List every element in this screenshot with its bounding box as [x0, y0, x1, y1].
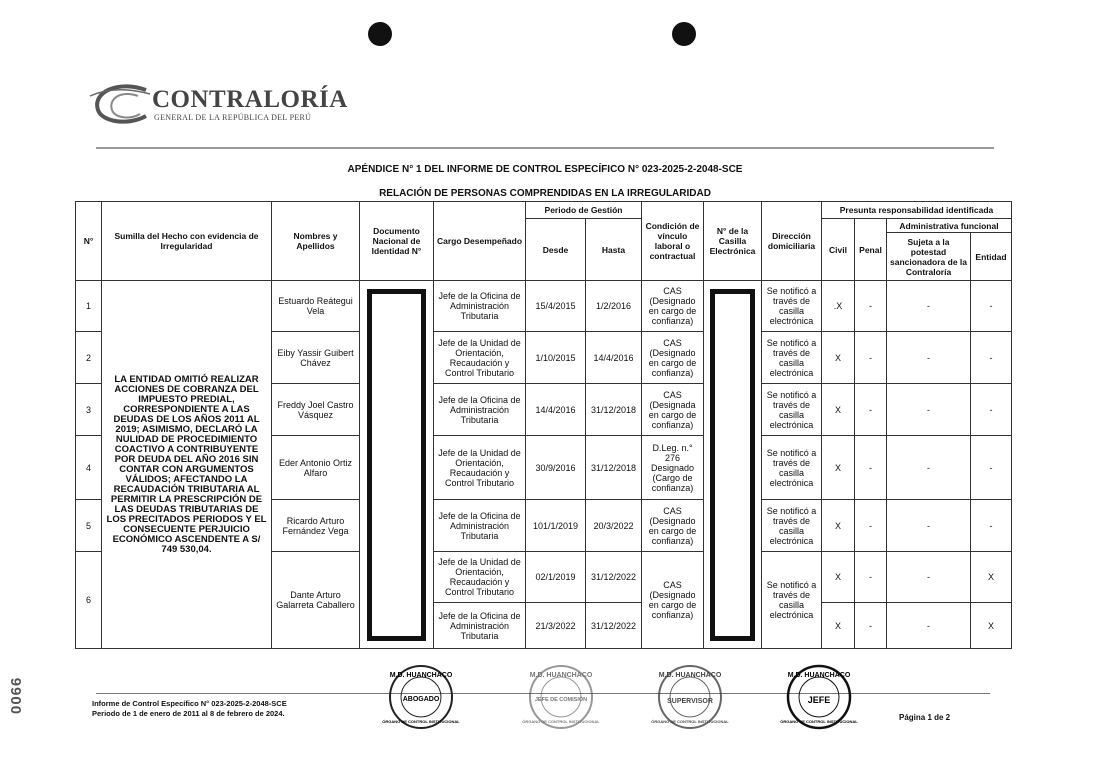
stamp-role: JEFE: [807, 695, 831, 705]
row-condicion: CAS (Designado en cargo de confianza): [642, 332, 704, 384]
row-civil: X: [822, 332, 855, 384]
persons-table: [75, 201, 1012, 649]
header-desde: Desde: [526, 219, 586, 281]
row-nombre: Freddy Joel Castro Vásquez: [272, 384, 360, 436]
row-civil: X: [822, 384, 855, 436]
stamp-role: ABOGADO: [402, 696, 440, 703]
row-nombre: Estuardo Reátegui Vela: [272, 281, 360, 332]
stamp-jefe-comision: [522, 663, 600, 731]
row-cargo: Jefe de la Unidad de Orientación, Recaudación y Control Tributario: [434, 332, 526, 384]
row-nombre: Eder Antonio Ortiz Alfaro: [272, 436, 360, 500]
row-civil: X: [822, 603, 855, 649]
header-civil: Civil: [822, 219, 855, 281]
stamp-role: SUPERVISOR: [667, 698, 713, 705]
row-sujeta: -: [887, 281, 971, 332]
logo-subtitle: GENERAL DE LA REPÚBLICA DEL PERÚ: [154, 113, 312, 122]
sumilla-text: LA ENTIDAD OMITIÓ REALIZAR ACCIONES DE COBRANZA DEL IMPUESTO PREDIAL, CORRESPONDIENTE A LAS DEUDAS DE LOS AÑOS 2011 AL 2019; ASIMISMO, DECLARÓ LA NULIDAD DE PROCEDIMIENTO COACTIVO A CONTRIBUYENTE POR DEUDA DEL AÑO 2016 SIN CONTAR CON ARGUMENTOS VÁLIDOS; AFECTANDO LA RECAUDACIÓN TRIBUTARIA AL PERMITIR LA PRESCRIPCIÓN DE LAS DEUDAS TRIBUTARIAS DE LOS PRECITADOS PERIODOS Y EL CONSECUENTE PERJUICIO ECONÓMICO ASCENDENTE A S/ 749 530,04.: [102, 281, 272, 649]
punch-hole-left: [368, 22, 392, 46]
header-num: N°: [76, 202, 102, 281]
row-penal: -: [855, 552, 887, 603]
row-direccion: Se notificó a través de casilla electrónica: [762, 332, 822, 384]
side-page-number: 0066: [8, 676, 25, 714]
row-cargo: Jefe de la Unidad de Orientación, Recaudación y Control Tributario: [434, 552, 526, 603]
header-condicion: Condición de vínculo laboral o contractual: [642, 202, 704, 281]
row-num: 6: [76, 552, 102, 649]
row-desde: 15/4/2015: [526, 281, 586, 332]
stamp-ring: ÓRGANO DE CONTROL INSTITUCIONAL: [651, 719, 729, 724]
document-subtitle: RELACIÓN DE PERSONAS COMPRENDIDAS EN LA IRREGULARIDAD: [379, 188, 711, 199]
dni-redacted: [360, 281, 434, 649]
header-casilla: N° de la Casilla Electrónica: [704, 202, 762, 281]
row-nombre: Eiby Yassir Guibert Chávez: [272, 332, 360, 384]
row-entidad: X: [971, 603, 1012, 649]
row-num: 5: [76, 500, 102, 552]
header-hasta: Hasta: [586, 219, 642, 281]
casilla-redacted: [704, 281, 762, 649]
row-condicion: CAS (Designado en cargo de confianza): [642, 500, 704, 552]
row-entidad: -: [971, 281, 1012, 332]
row-direccion: Se notificó a través de casilla electrónica: [762, 281, 822, 332]
row-num: 2: [76, 332, 102, 384]
row-hasta: 31/12/2022: [586, 603, 642, 649]
header-sumilla: Sumilla del Hecho con evidencia de Irregularidad: [102, 202, 272, 281]
header-cargo: Cargo Desempeñado: [434, 202, 526, 281]
row-penal: -: [855, 500, 887, 552]
stamp-org: M.D. HUANCHACO: [658, 672, 722, 679]
row-desde: 30/9/2016: [526, 436, 586, 500]
row-sujeta: -: [887, 552, 971, 603]
stamp-abogado: [382, 663, 460, 731]
row-num: 3: [76, 384, 102, 436]
punch-hole-right: [672, 22, 696, 46]
row-civil: .X: [822, 281, 855, 332]
row-sujeta: -: [887, 500, 971, 552]
row-entidad: -: [971, 384, 1012, 436]
stamp-jefe: [780, 663, 858, 731]
row-hasta: 20/3/2022: [586, 500, 642, 552]
row-cargo: Jefe de la Oficina de Administración Tributaria: [434, 384, 526, 436]
row-sujeta: -: [887, 603, 971, 649]
row-cargo: Jefe de la Unidad de Orientación, Recaudación y Control Tributario: [434, 436, 526, 500]
row-condicion: CAS (Designada en cargo de confianza): [642, 384, 704, 436]
row-civil: X: [822, 552, 855, 603]
row-cargo: Jefe de la Oficina de Administración Tributaria: [434, 603, 526, 649]
logo-title: CONTRALORÍA: [152, 86, 348, 113]
stamp-org: M.D. HUANCHACO: [787, 672, 851, 679]
stamp-ring: ÓRGANO DE CONTROL INSTITUCIONAL: [382, 719, 460, 724]
stamp-role: JEFE DE COMISIÓN: [534, 697, 588, 703]
row-hasta: 14/4/2016: [586, 332, 642, 384]
stamp-supervisor: [651, 663, 729, 731]
row-hasta: 31/12/2018: [586, 436, 642, 500]
row-desde: 21/3/2022: [526, 603, 586, 649]
header-nombres: Nombres y Apellidos: [272, 202, 360, 281]
row-direccion: Se notificó a través de casilla electrónica: [762, 552, 822, 649]
row-condicion: D.Leg. n.° 276 Designado (Cargo de confianza): [642, 436, 704, 500]
footer-line-2: Periodo de 1 de enero de 2011 al 8 de febrero de 2024.: [92, 709, 285, 718]
row-hasta: 31/12/2018: [586, 384, 642, 436]
row-entidad: -: [971, 436, 1012, 500]
logo-swoosh-icon: [88, 82, 152, 128]
row-num: 1: [76, 281, 102, 332]
row-penal: -: [855, 603, 887, 649]
row-direccion: Se notificó a través de casilla electrónica: [762, 384, 822, 436]
header-sujeta: Sujeta a la potestad sancionadora de la Contraloría: [887, 233, 971, 281]
table-row: [76, 281, 1012, 332]
row-sujeta: -: [887, 332, 971, 384]
document-title: APÉNDICE N° 1 DEL INFORME DE CONTROL ESPECÍFICO N° 023-2025-2-2048-SCE: [347, 164, 743, 175]
header-direccion: Dirección domiciliaria: [762, 202, 822, 281]
row-civil: X: [822, 500, 855, 552]
row-num: 4: [76, 436, 102, 500]
header-presunta: Presunta responsabilidad identificada: [822, 202, 1012, 219]
row-sujeta: -: [887, 384, 971, 436]
stamp-org: M.D. HUANCHACO: [389, 672, 453, 679]
row-direccion: Se notificó a través de casilla electrónica: [762, 436, 822, 500]
footer-line-1: Informe de Control Específico N° 023-2025-2-2048-SCE: [92, 699, 287, 708]
row-penal: -: [855, 332, 887, 384]
row-cargo: Jefe de la Oficina de Administración Tributaria: [434, 500, 526, 552]
row-desde: 1/10/2015: [526, 332, 586, 384]
row-nombre: Ricardo Arturo Fernández Vega: [272, 500, 360, 552]
header-periodo: Periodo de Gestión: [526, 202, 642, 219]
footer-info: [92, 699, 287, 719]
stamp-ring: ÓRGANO DE CONTROL INSTITUCIONAL: [522, 719, 600, 724]
header-penal: Penal: [855, 219, 887, 281]
row-entidad: -: [971, 332, 1012, 384]
row-condicion: CAS (Designado en cargo de confianza): [642, 281, 704, 332]
row-hasta: 31/12/2022: [586, 552, 642, 603]
row-sujeta: -: [887, 436, 971, 500]
row-cargo: Jefe de la Oficina de Administración Tributaria: [434, 281, 526, 332]
contraloria-logo: [88, 82, 348, 128]
header-admin: Administrativa funcional: [887, 219, 1012, 233]
row-desde: 14/4/2016: [526, 384, 586, 436]
row-desde: 101/1/2019: [526, 500, 586, 552]
page-number: Página 1 de 2: [899, 713, 951, 722]
header-documento: Documento Nacional de Identidad N°: [360, 202, 434, 281]
row-entidad: -: [971, 500, 1012, 552]
row-penal: -: [855, 281, 887, 332]
row-hasta: 1/2/2016: [586, 281, 642, 332]
row-desde: 02/1/2019: [526, 552, 586, 603]
stamp-org: M.D. HUANCHACO: [529, 672, 593, 679]
row-direccion: Se notificó a través de casilla electrónica: [762, 500, 822, 552]
row-civil: X: [822, 436, 855, 500]
header-entidad: Entidad: [971, 233, 1012, 281]
row-penal: -: [855, 436, 887, 500]
header-rule: [96, 147, 994, 149]
row-nombre: Dante Arturo Galarreta Caballero: [272, 552, 360, 649]
stamp-ring: ÓRGANO DE CONTROL INSTITUCIONAL: [780, 719, 858, 724]
row-penal: -: [855, 384, 887, 436]
row-condicion: CAS (Designado en cargo de confianza): [642, 552, 704, 649]
row-entidad: X: [971, 552, 1012, 603]
